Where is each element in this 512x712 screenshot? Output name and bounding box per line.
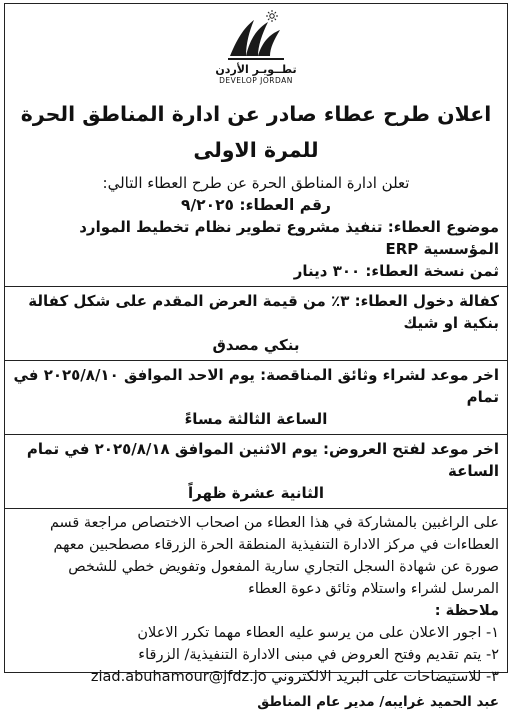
note-item-3-text: ٣- للاستيضاحات على البريد الالكتروني bbox=[271, 669, 499, 685]
develop-jordan-logo-icon bbox=[224, 8, 288, 64]
instructions-paragraph bbox=[13, 512, 499, 600]
develop-jordan-logo bbox=[13, 8, 499, 96]
notes-title: ملاحظة : bbox=[434, 603, 499, 619]
tender-number: رقم العطاء: ٩/٢٠٢٥ bbox=[181, 196, 331, 214]
purchase-deadline-line2: الساعة الثالثة مساءً bbox=[184, 410, 328, 428]
signature: عبد الحميد غرايبه/ مدير عام المناطق bbox=[257, 694, 499, 710]
paragraph-line: صورة عن شهادة السجل التجاري سارية المفعول وتفويض خطي للشخص bbox=[68, 559, 499, 575]
opening-deadline-line1: اخر موعد لفتح العروض: يوم الاثنين الموافق ٢٠٢٥/٨/١٨ في تمام الساعة bbox=[26, 440, 499, 480]
logo-english-text: DEVELOP JORDAN bbox=[219, 76, 293, 85]
divider bbox=[5, 360, 507, 361]
divider bbox=[5, 434, 507, 435]
tender-copy-price: ثمن نسخة العطاء: ٣٠٠ دينار bbox=[293, 262, 499, 280]
note-item-1: ١- اجور الاعلان على من يرسو عليه العطاء مهما تكرر الاعلان bbox=[137, 625, 499, 641]
note-item-3 bbox=[13, 666, 499, 688]
note-item-2: ٢- يتم تقديم وفتح العروض في مبنى الادارة التنفيذية/ الزرقاء bbox=[138, 647, 499, 663]
announcement-title-line2: للمرة الاولى bbox=[193, 138, 319, 162]
announcement-title-line1: اعلان طرح عطاء صادر عن ادارة المناطق الحرة bbox=[20, 102, 492, 126]
contact-email[interactable]: ziad.abuhamour@jfdz.jo bbox=[90, 669, 267, 685]
tender-announcement bbox=[4, 3, 508, 710]
purchase-deadline-line1: اخر موعد لشراء وثائق المناقصة: يوم الاحد الموافق ٢٠٢٥/٨/١٠ في تمام bbox=[13, 366, 499, 406]
paragraph-line: على الراغبين بالمشاركة في هذا العطاء من اصحاب الاختصاص مراجعة قسم bbox=[49, 515, 499, 531]
paragraph-line: العطاءات في مركز الادارة التنفيذية المنطقة الحرة الزرقاء مصطحبين معهم bbox=[53, 537, 499, 553]
tender-subject: موضوع العطاء: تنفيذ مشروع تطوير نظام تخطيط الموارد المؤسسية ERP bbox=[79, 218, 499, 258]
guarantee-line2: بنكي مصدق bbox=[212, 336, 300, 354]
divider bbox=[5, 286, 507, 287]
guarantee-line1: كفالة دخول العطاء: ٣٪ من قيمة العرض المقدم على شكل كفالة بنكية او شيك bbox=[28, 292, 499, 332]
divider bbox=[5, 508, 507, 509]
paragraph-line: المرسل لشراء واستلام وثائق دعوة العطاء bbox=[248, 581, 499, 597]
logo-arabic-text: تطــويـر الأردن bbox=[215, 63, 297, 76]
opening-deadline-line2: الثانية عشرة ظهراً bbox=[187, 484, 325, 502]
intro-text: تعلن ادارة المناطق الحرة عن طرح العطاء التالي: bbox=[102, 174, 410, 192]
